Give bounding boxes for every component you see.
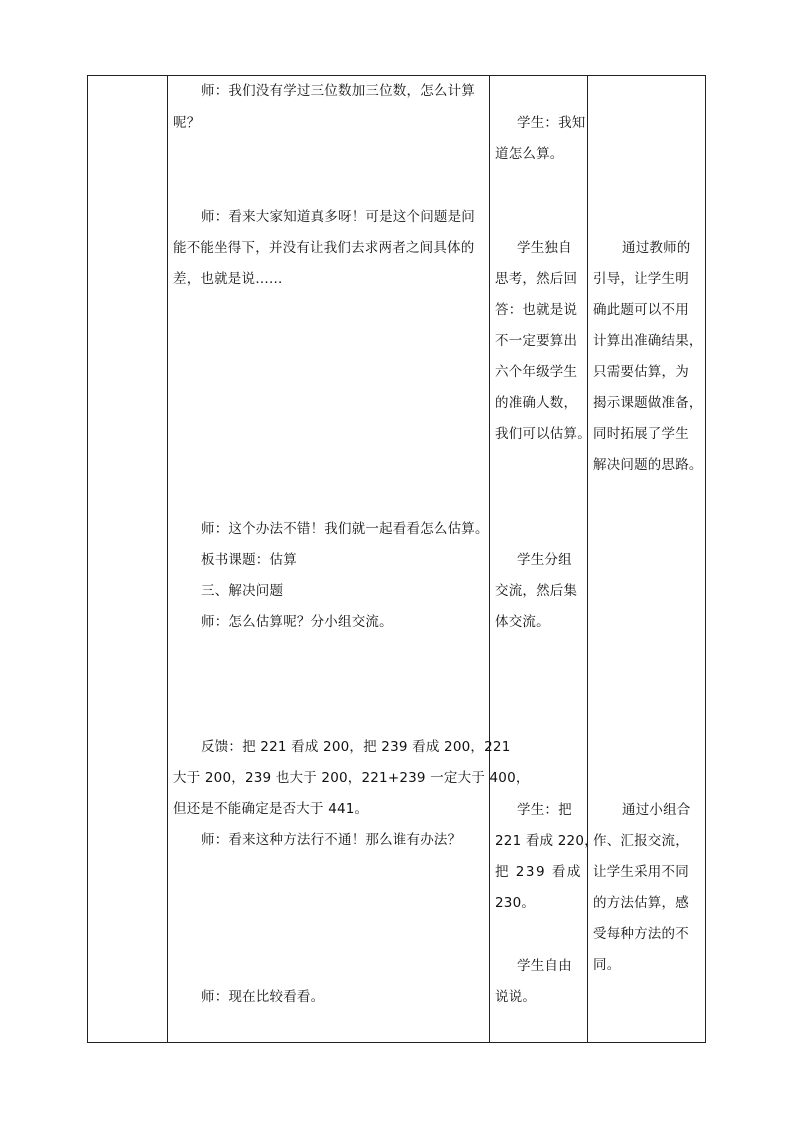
column-divider xyxy=(587,76,588,1042)
student-line: 221 看成 220， xyxy=(495,833,598,849)
student-line: 学生：我知 xyxy=(517,115,586,131)
design-line: 的方法估算，感 xyxy=(593,895,689,911)
design-line: 解决问题的思路。 xyxy=(593,457,703,473)
teacher-line: 师：怎么估算呢？分小组交流。 xyxy=(201,614,393,630)
teacher-line: 但还是不能确定是否大于 441。 xyxy=(173,801,369,817)
teacher-line: 能不能坐得下，并没有让我们去求两者之间具体的 xyxy=(173,240,475,256)
student-line: 学生：把 xyxy=(517,802,572,818)
design-line: 让学生采用不同 xyxy=(593,864,689,880)
design-line: 只需要估算，为 xyxy=(593,364,689,380)
design-line: 受每种方法的不 xyxy=(593,926,689,942)
design-line: 同。 xyxy=(593,957,621,973)
teacher-line: 三、解决问题 xyxy=(201,583,284,599)
student-line: 体交流。 xyxy=(495,614,550,630)
student-line: 不一定要算出 xyxy=(495,333,578,349)
student-line: 把 239 看成 xyxy=(495,864,582,880)
teacher-line: 呢？ xyxy=(173,115,201,131)
design-line: 作、汇报交流， xyxy=(593,833,689,849)
student-line: 230。 xyxy=(495,895,536,911)
teacher-line: 师：我们没有学过三位数加三位数，怎么计算 xyxy=(201,83,475,99)
student-line: 道怎么算。 xyxy=(495,146,564,162)
design-line: 通过教师的 xyxy=(622,240,691,256)
design-line: 通过小组合 xyxy=(622,802,691,818)
teacher-line: 反馈：把 221 看成 200，把 239 看成 200，221 xyxy=(201,739,511,755)
student-line: 学生分组 xyxy=(517,552,572,568)
teacher-line: 大于 200，239 也大于 200，221+239 一定大于 400， xyxy=(173,770,530,786)
teacher-line: 师：这个办法不错！我们就一起看看怎么估算。 xyxy=(201,521,489,537)
student-line: 学生独自 xyxy=(517,240,572,256)
design-line: 引导，让学生明 xyxy=(593,271,689,287)
teacher-line: 师：看来这种方法行不通！那么谁有办法？ xyxy=(201,832,462,848)
column-divider xyxy=(167,76,168,1042)
student-line: 的准确人数， xyxy=(495,395,578,411)
design-line: 确此题可以不用 xyxy=(593,302,689,318)
student-line: 思考，然后回 xyxy=(495,271,578,287)
student-line: 我们可以估算。 xyxy=(495,426,591,442)
design-line: 计算出准确结果， xyxy=(593,333,703,349)
student-line: 答：也就是说 xyxy=(495,302,578,318)
design-line: 揭示课题做准备， xyxy=(593,395,703,411)
student-line: 学生自由 xyxy=(517,958,572,974)
column-divider xyxy=(489,76,490,1042)
teacher-line: 师：现在比较看看。 xyxy=(201,989,325,1005)
student-line: 六个年级学生 xyxy=(495,364,578,380)
student-line: 说说。 xyxy=(495,989,537,1005)
teacher-line: 板书课题：估算 xyxy=(201,552,297,568)
teacher-line: 差，也就是说…… xyxy=(173,271,283,287)
student-line: 交流，然后集 xyxy=(495,583,578,599)
teacher-line: 师：看来大家知道真多呀！可是这个问题是问 xyxy=(201,209,475,225)
design-line: 同时拓展了学生 xyxy=(593,426,689,442)
